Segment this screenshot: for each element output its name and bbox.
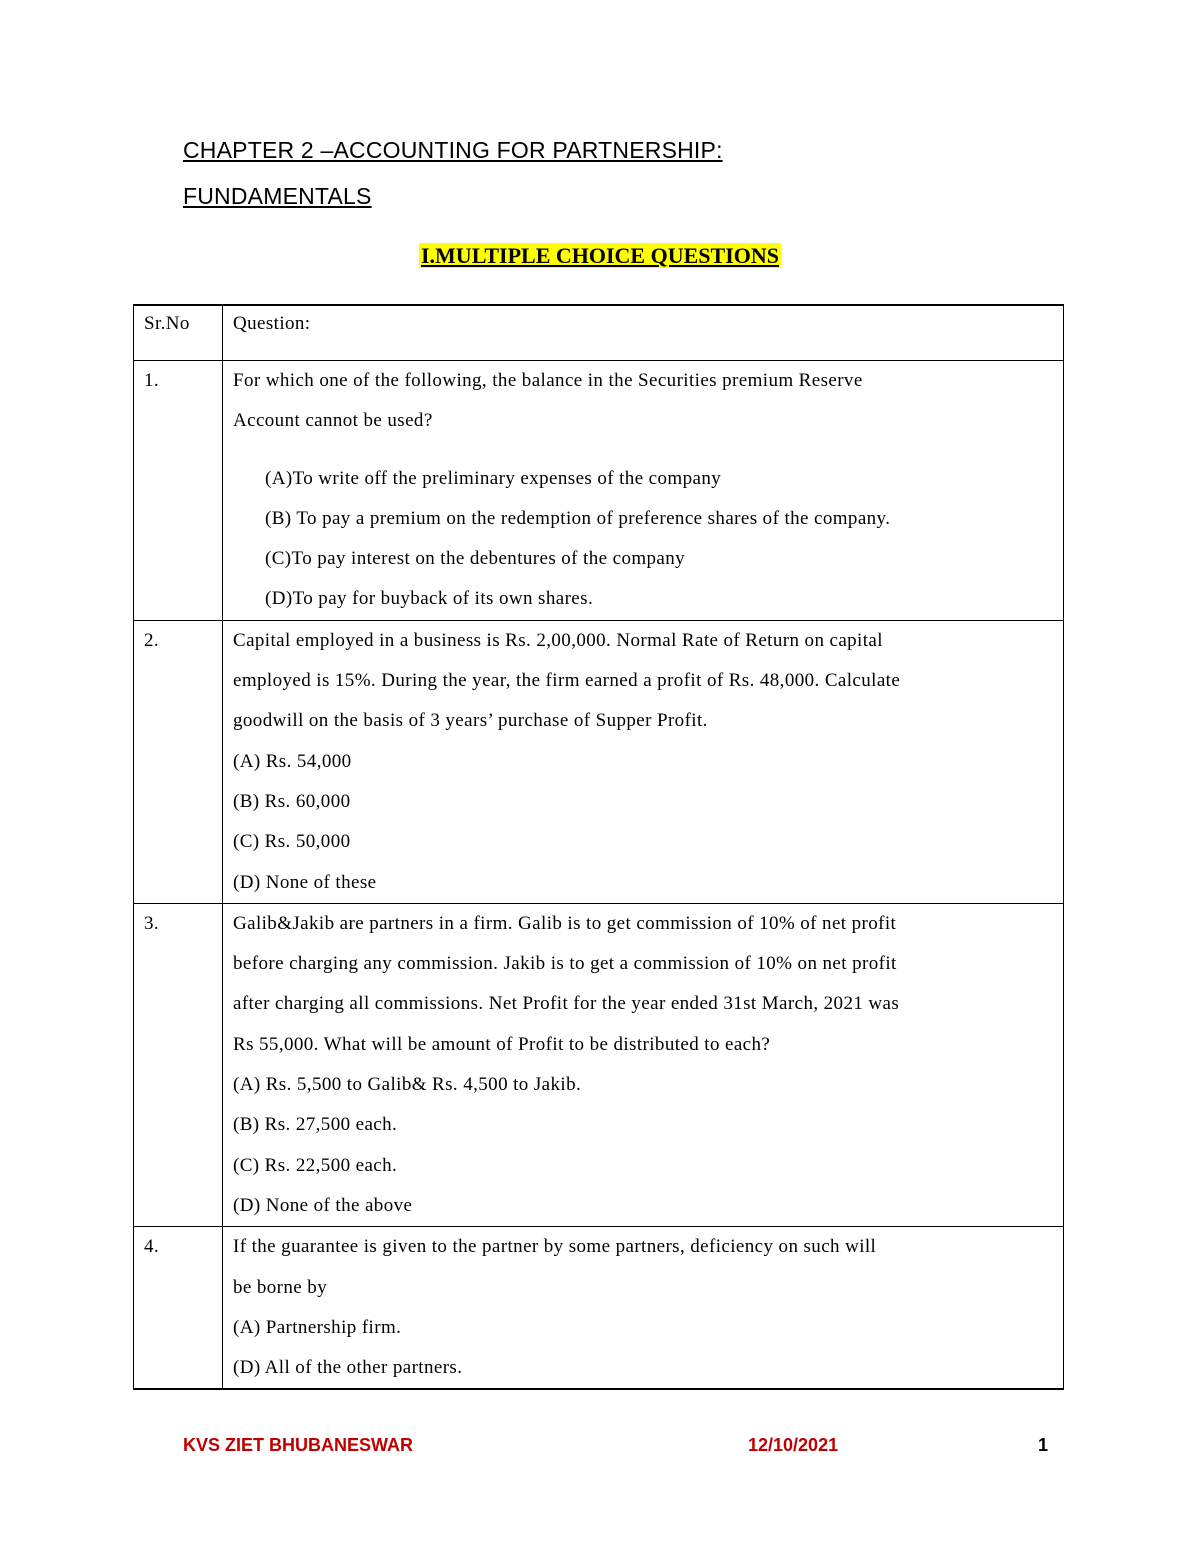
option-d: (D) None of these	[233, 871, 377, 893]
chapter-title-line-2: FUNDAMENTALS	[183, 183, 372, 209]
question-content-cell	[223, 361, 1064, 621]
question-text-line: Rs 55,000. What will be amount of Profit to be distributed to each?	[233, 1033, 771, 1055]
option-a: (A) Rs. 5,500 to Galib& Rs. 4,500 to Jakib.	[233, 1074, 582, 1096]
section-heading-text: I.MULTIPLE CHOICE QUESTIONS	[420, 243, 779, 268]
question-content-cell	[223, 1227, 1064, 1390]
option-d: (D) All of the other partners.	[233, 1357, 463, 1379]
question-row-4	[134, 1227, 1064, 1390]
question-number-cell	[134, 620, 223, 903]
table-header-row	[134, 305, 1064, 361]
questions-table	[133, 304, 1064, 1390]
question-text-line: Account cannot be used?	[233, 410, 433, 432]
question-number: 3.	[144, 912, 160, 934]
question-text-line: goodwill on the basis of 3 years’ purchase of Supper Profit.	[233, 710, 708, 732]
option-d: (D) None of the above	[233, 1194, 413, 1216]
page-number: 1	[1038, 1435, 1049, 1455]
question-text-line: Capital employed in a business is Rs. 2,00,000. Normal Rate of Return on capital	[233, 629, 883, 651]
question-content-cell	[223, 903, 1064, 1226]
question-text-line: If the guarantee is given to the partner by some partners, deficiency on such will	[233, 1236, 877, 1258]
option-c: (C)To pay interest on the debentures of the company	[265, 548, 686, 570]
option-d: (D)To pay for buyback of its own shares.	[265, 588, 594, 610]
option-b: (B) To pay a premium on the redemption of preference shares of the company.	[265, 507, 891, 529]
option-a: (A) Partnership firm.	[233, 1316, 402, 1338]
option-a: (A)To write off the preliminary expenses of the company	[265, 467, 722, 489]
option-a: (A) Rs. 54,000	[233, 750, 352, 772]
spacer	[233, 442, 1055, 459]
question-text-line: be borne by	[233, 1276, 328, 1298]
header-question-cell	[223, 305, 1064, 361]
question-number: 1.	[144, 370, 160, 391]
question-number: 2.	[144, 629, 160, 651]
question-content-cell	[223, 620, 1064, 903]
option-c: (C) Rs. 22,500 each.	[233, 1154, 398, 1176]
header-srno: Sr.No	[144, 313, 190, 334]
option-b: (B) Rs. 27,500 each.	[233, 1114, 398, 1136]
question-text-line: before charging any commission. Jakib is to get a commission of 10% on net profit	[233, 953, 897, 975]
question-text-line: employed is 15%. During the year, the firm earned a profit of Rs. 48,000. Calculate	[233, 670, 901, 692]
footer-date: 12/10/2021	[748, 1435, 839, 1455]
question-row-1	[134, 361, 1064, 621]
question-number-cell	[134, 1227, 223, 1390]
header-srno-cell	[134, 305, 223, 361]
question-text-line: Galib&Jakib are partners in a firm. Galib is to get commission of 10% of net profit	[233, 912, 897, 934]
option-b: (B) Rs. 60,000	[233, 790, 351, 812]
question-text-line: For which one of the following, the balance in the Securities premium Reserve	[233, 370, 863, 391]
question-number-cell	[134, 361, 223, 621]
question-number: 4.	[144, 1236, 160, 1258]
question-text-line: after charging all commissions. Net Profit for the year ended 31st March, 2021 was	[233, 993, 900, 1015]
question-row-2	[134, 620, 1064, 903]
section-heading	[0, 243, 1200, 269]
chapter-title-line-1: CHAPTER 2 –ACCOUNTING FOR PARTNERSHIP:	[183, 137, 723, 163]
question-row-3	[134, 903, 1064, 1226]
footer-institution: KVS ZIET BHUBANESWAR	[183, 1435, 414, 1455]
option-c: (C) Rs. 50,000	[233, 831, 351, 853]
header-question: Question:	[233, 313, 311, 334]
question-number-cell	[134, 903, 223, 1226]
